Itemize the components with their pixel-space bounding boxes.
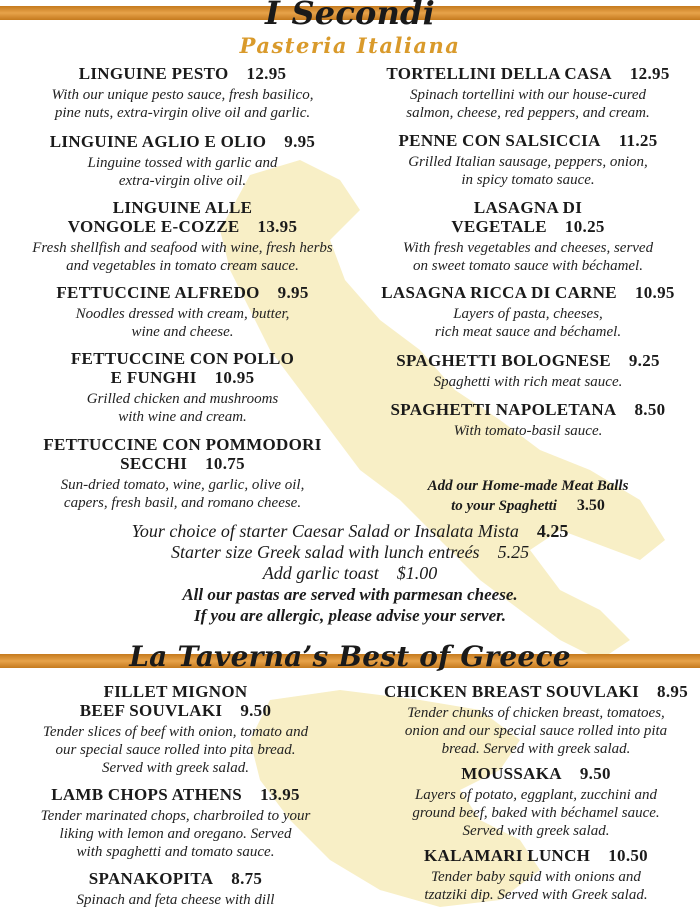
menu-item-name	[8, 682, 343, 701]
menu-item-description-line: tzatziki dip. Served with Greek salad.	[424, 887, 648, 903]
menu-item-name	[10, 454, 355, 473]
menu-item-description-line: on sweet tomato sauce with béchamel.	[413, 258, 643, 274]
menu-item-name-text: E FUNGHI	[110, 368, 197, 387]
menu-item-description	[375, 704, 697, 758]
menu-item-description	[8, 891, 343, 909]
menu-item-description-line: Served with greek salad.	[102, 760, 249, 776]
menu-item-description-line: Grilled chicken and mushrooms	[86, 391, 279, 407]
menu-item-price: 9.95	[277, 283, 309, 302]
menu-item-description-line: Layers of pasta, cheeses,	[453, 306, 603, 322]
menu-item	[8, 869, 343, 909]
menu-item-name-text: VONGOLE E-COZZE	[67, 217, 240, 236]
menu-item-description	[375, 786, 697, 840]
menu-item	[375, 764, 697, 840]
menu-item-name	[10, 198, 355, 217]
menu-item-price: 9.25	[628, 351, 660, 370]
greek-price: 5.25	[497, 542, 530, 562]
menu-item-price: 10.75	[205, 454, 245, 473]
menu-item-price: 10.25	[564, 217, 605, 236]
meatballs-addon	[368, 477, 688, 516]
menu-item-name-text: SPAGHETTI NAPOLETANA	[390, 400, 617, 419]
starter-price: 4.25	[536, 521, 569, 541]
menu-item	[10, 283, 355, 341]
menu-item	[10, 198, 355, 275]
menu-item-name	[10, 217, 355, 236]
menu-item-description-line: Noodles dressed with cream, butter,	[75, 306, 290, 322]
menu-item-name	[358, 400, 698, 419]
menu-item-description	[358, 305, 698, 341]
menu-item-description-line: With our unique pesto sauce, fresh basilico,	[51, 87, 314, 103]
menu-item-name-text: LINGUINE PESTO	[78, 64, 229, 83]
menu-item-price: 9.50	[579, 764, 611, 783]
menu-item	[375, 682, 697, 758]
garlic-price: $1.00	[396, 563, 438, 583]
menu-item	[358, 400, 698, 440]
menu-item-price: 13.95	[257, 217, 298, 236]
menu-item-name	[358, 198, 698, 217]
menu-item-name	[10, 368, 355, 387]
menu-item-description	[10, 390, 355, 426]
menu-item	[358, 198, 698, 275]
starter-text: Your choice of starter Caesar Salad or Insalata Mista	[131, 521, 519, 541]
menu-item-name	[358, 351, 698, 370]
menu-item-description	[10, 154, 355, 190]
menu-item-description	[358, 422, 698, 440]
menu-item-description-line: extra-virgin olive oil.	[118, 173, 247, 189]
menu-item-description-line: rich meat sauce and béchamel.	[434, 324, 622, 340]
menu-item-name-text: FETTUCCINE CON POLLO	[70, 349, 295, 368]
menu-item	[358, 64, 698, 122]
menu-item-name-text: LAMB CHOPS ATHENS	[51, 785, 243, 804]
menu-item-price: 8.95	[657, 682, 688, 701]
menu-item-description	[358, 239, 698, 275]
menu-item-description-line: Tender slices of beef with onion, tomato and	[42, 724, 309, 740]
starter-line	[0, 521, 700, 542]
menu-item-name	[8, 785, 343, 804]
meatballs-line2	[368, 496, 688, 516]
menu-item-description-line: Grilled Italian sausage, peppers, onion,	[408, 154, 648, 170]
menu-item	[8, 785, 343, 861]
menu-item-name	[8, 701, 343, 720]
menu-item-description-line: with spaghetti and tomato sauce.	[76, 844, 275, 860]
secondi-extras	[0, 521, 700, 626]
menu-item-name-text: FILLET MIGNON	[103, 682, 248, 701]
section-subtitle: Pasteria Italiana	[239, 33, 461, 58]
menu-item-description-line: Spinach and feta cheese with dill	[76, 892, 275, 908]
menu-item-price: 8.75	[231, 869, 263, 888]
menu-item-name-text: MOUSSAKA	[461, 764, 562, 783]
menu-item-price: 11.25	[618, 131, 658, 150]
menu-item-name-text: FETTUCCINE ALFREDO	[56, 283, 260, 302]
menu-item-description-line: Fresh shellfish and seafood with wine, fresh herbs	[32, 240, 333, 256]
menu-item	[358, 283, 698, 341]
menu-item-price: 9.50	[240, 701, 272, 720]
menu-item-name-text: KALAMARI LUNCH	[424, 846, 591, 865]
menu-item-description-line: With fresh vegetables and cheeses, served	[402, 240, 654, 256]
menu-item-description	[10, 305, 355, 341]
menu-item-name	[375, 846, 697, 865]
menu-item-name	[375, 764, 697, 783]
menu-item-price: 9.95	[284, 132, 316, 151]
greek-text: Starter size Greek salad with lunch entreés	[170, 542, 480, 562]
menu-item-name-text: BEEF SOUVLAKI	[79, 701, 223, 720]
menu-item-price: 12.95	[246, 64, 287, 83]
menu-item-description-line: onion and our special sauce rolled into pita	[404, 723, 668, 739]
menu-item-price: 12.95	[629, 64, 670, 83]
menu-item-description-line: Linguine tossed with garlic and	[87, 155, 278, 171]
menu-item-description-line: Tender marinated chops, charbroiled to your	[40, 808, 311, 824]
menu-item-description-line: Spaghetti with rich meat sauce.	[433, 374, 623, 390]
menu-item-description	[358, 373, 698, 391]
menu-item-description	[8, 723, 343, 777]
menu-item-name	[10, 283, 355, 302]
menu-item	[10, 435, 355, 512]
menu-item-description-line: and vegetables in tomato cream sauce.	[66, 258, 299, 274]
menu-item-name-text: TORTELLINI DELLA CASA	[386, 64, 612, 83]
menu-item-description-line: ground beef, baked with béchamel sauce.	[412, 805, 660, 821]
menu-item-description-line: bread. Served with greek salad.	[441, 741, 631, 757]
menu-item-description-line: salmon, cheese, red peppers, and cream.	[406, 105, 650, 121]
menu-item-description-line: Spinach tortellini with our house-cured	[409, 87, 647, 103]
menu-item-name-text: PENNE CON SALSICCIA	[398, 131, 601, 150]
menu-item-name-text: VEGETALE	[451, 217, 547, 236]
allergy-note: If you are allergic, please advise your server.	[193, 606, 507, 625]
menu-item	[358, 131, 698, 189]
menu-item-name-text: LINGUINE AGLIO E OLIO	[49, 132, 267, 151]
menu-item-price: 10.95	[214, 368, 255, 387]
menu-item-name	[358, 131, 698, 150]
menu-item-description	[358, 86, 698, 122]
section-title-greece: La Taverna’s Best of Greece	[129, 640, 571, 673]
menu-item-name	[8, 869, 343, 888]
menu-item-name-text: SPAGHETTI BOLOGNESE	[396, 351, 611, 370]
menu-item-name	[10, 435, 355, 454]
menu-item-name-text: SPANAKOPITA	[88, 869, 214, 888]
menu-item-name-text: FETTUCCINE CON POMMODORI	[43, 435, 322, 454]
menu-item-description-line: Layers of potato, eggplant, zucchini and	[414, 787, 658, 803]
menu-item-name	[375, 682, 697, 701]
menu-item-description	[10, 476, 355, 512]
menu-item-description	[10, 86, 355, 122]
menu-item-description-line: pine nuts, extra-virgin olive oil and garlic.	[54, 105, 311, 121]
menu-item-description	[8, 807, 343, 861]
menu-item-description-line: with wine and cream.	[118, 409, 247, 425]
menu-item-price: 8.50	[634, 400, 666, 419]
menu-item-price: 13.95	[260, 785, 300, 804]
secondi-left-column	[10, 64, 355, 520]
meatballs-line2-text: to your Spaghetti	[451, 498, 557, 514]
menu-item-description-line: Sun-dried tomato, wine, garlic, olive oil,	[60, 477, 305, 493]
menu-item-name	[10, 64, 355, 83]
greece-left-column	[8, 682, 343, 917]
meatballs-line1: Add our Home-made Meat Balls	[427, 478, 629, 494]
menu-item-description-line: our special sauce rolled into pita bread.	[55, 742, 296, 758]
menu-item-name-text: SECCHI	[120, 454, 188, 473]
section-title-secondi: I Secondi	[264, 0, 435, 32]
secondi-right-column	[358, 64, 698, 448]
menu-item	[375, 846, 697, 904]
menu-item-description-line: Tender baby squid with onions and	[431, 869, 641, 885]
menu-item-name	[10, 132, 355, 151]
garlic-text: Add garlic toast	[262, 563, 379, 583]
menu-item-description-line: in spicy tomato sauce.	[461, 172, 595, 188]
garlic-line	[0, 563, 700, 584]
menu-item-description-line: Tender chunks of chicken breast, tomatoes,	[407, 705, 665, 721]
menu-item-name	[358, 64, 698, 83]
menu-item-description-line: liking with lemon and oregano. Served	[59, 826, 292, 842]
menu-item-description	[358, 153, 698, 189]
greek-line	[0, 542, 700, 563]
menu-item-description-line: capers, fresh basil, and romano cheese.	[63, 495, 302, 511]
menu-item-price: 10.95	[634, 283, 675, 302]
meatballs-price: 3.50	[576, 497, 605, 514]
menu-item-name-text: LINGUINE ALLE	[112, 198, 253, 217]
menu-item-name-text: LASAGNA DI	[473, 198, 583, 217]
menu-item-description-line: Served with greek salad.	[462, 823, 610, 839]
menu-item-name-text: LASAGNA RICCA DI CARNE	[381, 283, 617, 302]
menu-item	[10, 132, 355, 190]
menu-item-name-text: CHICKEN BREAST SOUVLAKI	[384, 682, 640, 701]
menu-item-description	[375, 868, 697, 904]
menu-item	[10, 64, 355, 122]
menu-item-description-line: wine and cheese.	[131, 324, 234, 340]
greece-right-column	[375, 682, 697, 910]
menu-item	[8, 682, 343, 777]
menu-item-name	[10, 349, 355, 368]
parmesan-note: All our pastas are served with parmesan cheese.	[182, 585, 518, 604]
menu-item-name	[358, 217, 698, 236]
menu-item-name	[358, 283, 698, 302]
menu-item	[10, 349, 355, 426]
menu-item	[358, 351, 698, 391]
menu-item-description-line: With tomato-basil sauce.	[453, 423, 603, 439]
menu-item-price: 10.50	[608, 846, 648, 865]
menu-item-description	[10, 239, 355, 275]
